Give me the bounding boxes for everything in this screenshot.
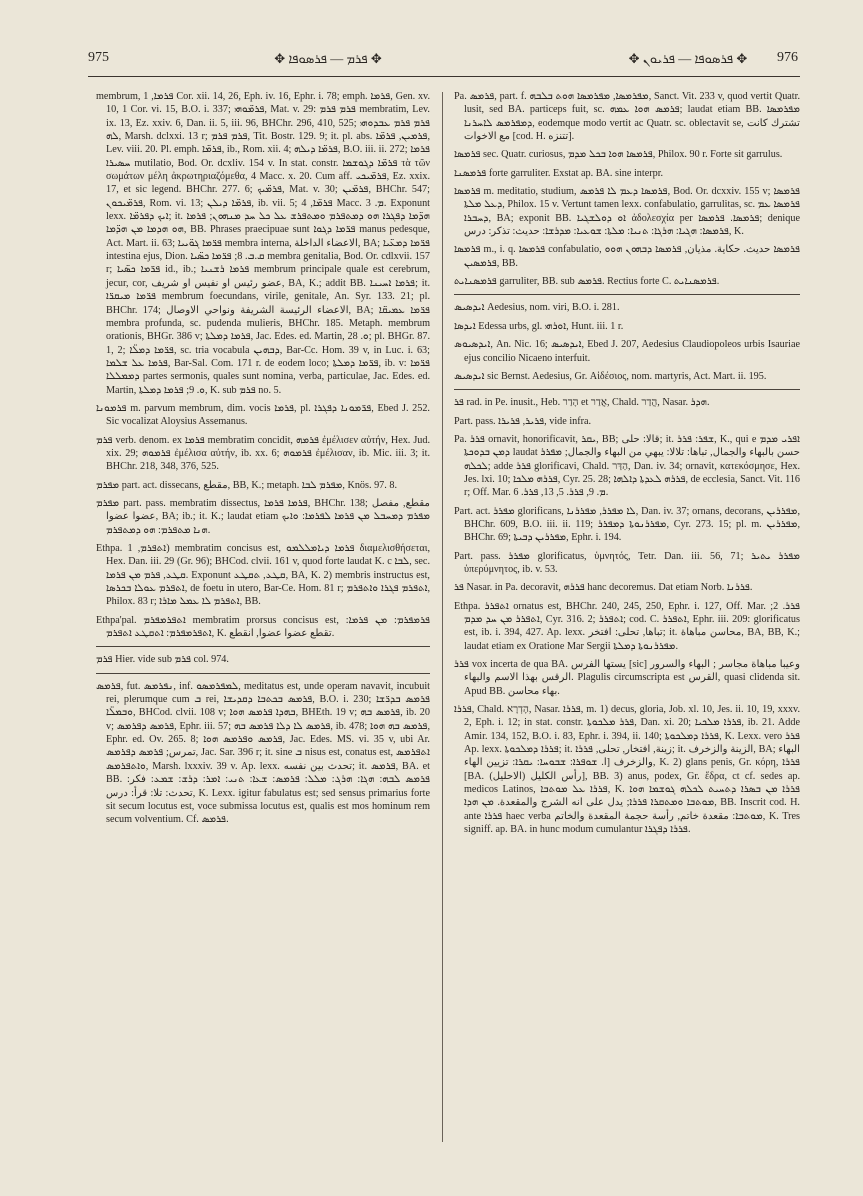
- entry-paragraph: Ethpa. ܐܬܦܪܪ ornatus est, BHChr. 240, 245, 250, Ephr. i. 127, Off. Mar. ܦܪܪ. 2; ܐܬܦܪܪ ܡܢ ܚܕ ܡܕܡ, Cyr. 316. 2; ܐܬܦܪܪ; cod. C. ܐܬܦܪܪ, Ephr. iii. 209: glorificatus est, ib. i. 394, 427. Ap. lexx. تباها, تحلى: افتخر; it. محاسن مباهاة, BA, BB, K.; laudat etiam ex Oratione Mar Sergii ܡܦܪܪܢܘܬܐ ܕܡܠܬܐ.: [454, 600, 800, 652]
- column-divider: [442, 92, 443, 1142]
- entry-paragraph: ܦܪܡܣܢܐܝܬ garruliter, BB. sub ܦܪܡܣ. Rectius forte C. ܦܪܡܣܢܐܝܬ.: [454, 276, 720, 288]
- entry-paragraph: ܦܪܡܣܢܐ forte garruliter. Exstat ap. BA. sine interpr.: [454, 167, 664, 179]
- entry-paragraph: ܦܪܡ verb. denom. ex ܦܪܡܐ membratim concidit, ܦܪܡܗ ἐμέλισεν αὐτήν, Hex. Jud. xix. 29; ܦܪܡܘܗ ἐμέλισα αὐτήν, ib. xx. 6; ܦܪܡܘܗ ἐμέλισαν, ib. Mic. iii. 3; it. BHChr. 218, 348, 376, 525.: [96, 434, 430, 473]
- entry-paragraph: ܦܪܡܣ, fut. ܢܦܪܡܣ, inf. ܠܡܦܪܡܣܘ, meditatus est, unde operam navavit, incubuit rei, plerumque cum ܒ rei, ܦܪܡܣ ܒܟܬܒܐ ܕܩܕܝܫܐ, B.O. i. 230; ܦܪܡܣ ܒܕܪ̈ܫܐ ܘܒܡܠ̈ܐ, BHCod. clvii. 108 v; ܒܗܕܐ ܦܪܡܣ ܗܘܐ, BHEth. 19 v; ܦܪܡܣ ܒܗ, ib. 20 v; ܦܪܡܣ ܕܦܪܡܣ, Ephr. iii. 57; ܦܪܡܣ ܠܐ ܕܠܐ ܦܪܡܣ ܒܗ, ib. 478; ܦܪܡܣ ܒܗ ܗܘܐ, Ephr. ed. Ov. 265. 8; ܦܪܡܣ ܘܦܪܡܣ ܗܘܐ, Jac. Edes. MS. vi. 35 v, ubi Ar. تمرس; ܦܪܡܣ ܕܦܪܡܣ, Jac. Sar. 396 r; it. sine ܒ nisus est, conatus est, ܐܬܦܪܡܣ ܘܐܬܦܪܡܣ, Marsh. lxxxiv. 39 v. Ap. lexx. تحدث بين نفسه; it. ܦܪܡܣ, BA. et BB. ܦܪܡܣ ܠܒܗ: ܗܓܐ: ܗܪܓ: ܡܠܠ: ܦܪܡܣ: ܫܥܐ: ܬܢܝ: ܐܡܪ: ܕܪܫ: ܫܡܥ: فكر: تحدث: تلا: قرأ: درس, K. Lexx. igitur fabulatus est; sed sensus primarius forte sit secum locutus est, voce submissa locutus est, qualis est mos hominum rem secum volventium. Cf. ܦܪܡܣ.: [96, 680, 430, 826]
- entry-paragraph: ܦܪܡܣܐ m., i. q. ܦܪܡܣܐ confabulatio, ܦܪܡܣܐ حديث. حكاية. مذيان, ܦܪܡܣܐ ܕܒܗܘܢ ܗܘܘ ܦܪܡܣܝܢ, BB.: [454, 244, 800, 269]
- left-running-title: ✥ ܦܪܡ — ܦܪܣܘܦܐ ✥: [274, 51, 382, 66]
- entry-paragraph: ܐܝܕܣܝܣ Aedesius, nom. viri, B.O. i. 281.: [454, 302, 620, 314]
- page-header: [88, 44, 798, 70]
- right-running-title: ✥ ܦܪܣܘܦܐ — ܦܪܝܘܢ ✥: [628, 51, 748, 66]
- entry-paragraph: ܡܦܪܡ part. pass. membratim dissectus, ܦܪܡܐ ܦܪܡܐ, BHChr. 138; مقطع, مفصل عضوا عضوا, BA; ib.; it. K.; laudat etiam ܡܦܪܡ ܕܡܚܒܠ ܡܢ ܦܪܡܐ ܠܦܪܡܐ: ܘܐܝܟ ܗܢܐ ܡܬܦܪܡ: ܗܘ ܕܡܬܦܪܡ.: [96, 497, 430, 536]
- entry-paragraph: ܦܪܡܘܢܐ m. parvum membrum, dim. vocis ܦܪܡܐ, pl. ܦܪ̈ܡܘܢܐ ܕܦܓܪܐ, Ebed J. 252. Sic vocalizat Aloysius Assemanus.: [96, 402, 430, 428]
- entry-paragraph: Pa. ܦܪܡܣ, part. f. ܡܦܪܡܣܐ, ܡܦܪܡܣܐ ܗܘܬ ܒܠܒܗ, Sanct. Vit. 233 v, quod vertit Quatr. lusit, sed BA. particeps fuit, sc. ܦܪܡܣ ܗܘܐ ܥܡܗ; laudat etiam BB. ܡܦܪܡܣܐ ܕܡܦܪܡܣ ܠܐܚܪܢܐ, eodemque modo vertit ac Quatr. sc. oblectavit se, تشترك كانت مع الاخوات [cod. H. تتنزه].: [454, 91, 800, 143]
- entry-paragraph: ܐܝܕܣܝܘܣ, An. Nic. 16; ܐܝܕܣܝܣ, Ebed J. 207, Aedesius Claudiopoleos urbis Isauriae ejus concilio Nicaeno interfuit.: [454, 339, 800, 364]
- entry-separator: [454, 389, 800, 390]
- entry-paragraph: membrum, ܦܪܡܐ, 1 Cor. xii. 14, 26, Eph. iv. 16, Ephr. i. 78; emph. ܦܪܡܐ, Gen. xv. 10, 1 Cor. vi. 15, B.O. i. 337; ܦܪܡ̈ܘܗܝ, Mat. v. 29: ܦܪܡ ܦܪܡ membratim, Lev. ix. 13, Ez. xxiv. 6, Dan. ii. 5, iii. 96, BHChr. 296, 410, 525; ܦܪܡ ܦܪܡ ܥܒܕܘܗܝ ܠܗ, Marsh. dclxxi. 13 r; ܦܪܡ ܦܪܡ, Tit. Bostr. 129. 9; it. pl. abs. ܦܪܡܝܢ, ܦܪܡ̈ܐ, Lev. viii. 20. Pl. emph. ܦܪܡ̈ܐ, ib., Rom. xii. 4; ܦܪܡ̈ܐ ܕܝܠܗ, B.O. iii. ii. 272; ܦܪܡܐ ܚܣܝܪܐ mutilatio, Bod. Or. dcxliv. 154 v. In stat. constr. ܦܪܡ̈ܐ ܕܓܘܫܡܐ τὰ τῶν σωμάτων μέλη ἀκρωτηριαζόμεθα, 4 Macc. x. 20. Cum aff. ܦܪܡ̈ܝܟܝ, Ez. xxix. 17, et sic legend. BHChr. 277. 6; ܦܪܡ̈ܝܟ, Mat. v. 30; ܦܪܡ̈ܝܢ, BHChr. 547; ܦܪܡ̈ܝܟܘܢ, Rom. vi. 13; ܦܪܡ̈ܐ ܕܝܠܢ, ib. vii. 5; ܦܪܡ̈ܐ, 4 Macc. ܡ. 3. Exponunt lexx. ܐܝܟ ܕܦܪܡ̈ܐ; it. ܗܕ̈ܡܐ ܕܦܓܪܐ ܗܘ ܕܡܬܦܪܡ ܘܡܬܦܪܫ ܥܠ ܟܠ ܚܕ ܡܢܗܘܢ; ܦܪܡܐ ܗܘ ܗܕܡܐ ܡܢ ܗܕ̈ܡܐ, BB. Phrases praecipuae sunt ܦܪ̈ܡܐ ܕܓܘܐ manus pedesque, Act. Mart. ii. 63; ܦܪ̈ܡܐ ܓܘ̈ܝܝܐ membra interna, الاعضاء الداخلة, BA; ܦܪ̈ܡܐ ܕܡܥ̈ܝܐ intestina ejus, Dion. ܩ.ܒ. 8; ܦܪ̈ܡܐ ܟܣ̈ܝܐ membra genitalia, Bod. Or. cdlxvii. 157 r; ܦܪ̈ܡܐ ܟܣ̈ܝܐ id., ib.; ܦܪܡܐ ܪܫܢܝܐ membrum principale quale est cerebrum, jecur, cor, عضو رئيس او نفيس او شريف, BA, K.; addit BB. ܦܪܡܐ ܐܚܝܢܐ; it. ܦܪ̈ܡܐ ܡܝܩܪ̈ܐ membrum foecundans, virile, genitale, An. Syr. 133. 21; pl. BHChr. 174; الاعضاء الرئيسة الشريفة ونواحي الاوصال, BA; ܦܪ̈ܡܐ ܥܡܝܩ̈ܐ membra profunda, sc. pudenda mulieris, BHChr. 185. Metaph. membrum orationis, BHGr. 386 v; ܦܪܡܐ ܕܡܠܬܐ, Jac. Edes. ed. Martin, ܘ. 28; pl. BHGr. 87. 1, 2; ܦܪ̈ܡܐ ܕܡܠ̈ܐ, sc. tria vocabula ܕܒܗܝܢ, Bar-Cc. Hom. 39 v, in Luc. i. 63; ܦܪܡܐ ܥܠ ܫܠܡܐ, Bar-Sal. Com. 171 r. de eodem loco; ܦܪ̈ܡܐ ܕܡܠܬܐ, ib. v: ܦܪ̈ܡܐ ܕܡܡܠܠܐ partes sermonis, quales sunt nomina, verba, particulae, Jac. Edes. ed. Martin, ܘ. 9; ܦܪܡܐ ܕܡܠܬܐ, K. sub ܦܪܡ no. 5.: [96, 91, 430, 396]
- header-rule: [88, 76, 800, 77]
- entry-paragraph: ܦܪ Nasar. in Pa. decoravit, ܦܪܪܗ hanc decoremus. Dat etiam Norb. ܦܪܪܢܐ.: [454, 582, 753, 594]
- right-page-number: 976: [777, 50, 798, 65]
- entry-paragraph: ܦܪܡ Hier. vide sub ܦܪܡ col. 974.: [96, 654, 229, 666]
- entry-paragraph: Part. pass. ܡܦܪܪ glorificatus, ὑμνητός, Tetr. Dan. iii. 56, 71; ܡܦܪܪ ܝܬܝܪ ὑπερύμνητος, ib. v. 53.: [454, 550, 800, 575]
- entry-paragraph: ܦܪܡܣܐ sec. Quatr. curiosus, ܦܪܡܣܐ ܗܘܐ ܒܟܠ ܡܕܡ, Philox. 90 r. Forte sit garrulus.: [454, 149, 783, 161]
- entry-paragraph: Part. act. ܡܦܪܪ glorificans, ܠܐ ܡܦܪܪ, ܡܦܪܪܢܐ, Dan. iv. 37; ornans, decorans, ܡܦܪܪܝܢ, BHChr. 609, B.O. iii. ii. 119; ܡܦܪܪܢܘܬܐ ܕܡܦܪܪ, Cyr. 273. 15; pl. m. ܡܦܪܪܝܢ, BHChr. 69; ܡܦܪܪܝܢ ܕܒܝܬܐ, Ephr. i. 194.: [454, 505, 800, 544]
- left-page-number: 975: [88, 50, 109, 65]
- entry-paragraph: ܦܪܪ vox incerta de qua BA. يستها الفرس [sic] وعيبا مباهاة مجاسر ; البهاء والسرور الرقس بهذا الاسم والبهاء. Plagulis circumscripta est القرس, quasi clidenda sit. Apud BB. بهاء محاسن.: [454, 659, 800, 697]
- entry-paragraph: ܡܦܪܡ part. act. dissecans, مقطع, BB, K.; metaph. ܡܦܪܡ ܠܒܐ, Knös. 97. 8.: [96, 479, 398, 491]
- entry-paragraph: ܐܝܕܣܐ Edessa urbs, gl. ܐܘܪܗܝ, Hunt. iii. 1 r.: [454, 320, 624, 332]
- entry-paragraph: Part. pass. ܦܪܝܪ, ܦܪܝܪܐ, vide infra.: [454, 415, 592, 427]
- entry-separator: [96, 646, 430, 647]
- entry-separator: [454, 294, 800, 295]
- entry-paragraph: ܐܝܕܣܝܣ sic Bernst. Aedesius, Gr. Αἰδέσιος, nom. martyris, Act. Mart. ii. 195.: [454, 370, 767, 382]
- entry-separator: [96, 673, 430, 674]
- entry-paragraph: Ethpa. ܐܬܦܪܡ, 1) membratim concisus est, ܦܪܡܐ ܕܝܐܡܠܠܡܘ διαμελισθήσεται, Hex. Dan. iii. 29 (Gr. 96); BHCod. clvii. 161 v, quod forte laudat K. c ܠܒܐ, sec. ܩܛܥ, ܦܪܡ ܡܢ ܦܪܡܐ. Exponunt ܩܛܥ, ܬܩܛܥ, BA, K. 2) membris instructus est, ܐܬܦܪܡ ܥܘܠܐ ܒܟܪܣܐ, de foetu in utero, Bar-Ce. Hom. 81 r; ܐܬܦܪܡ ܦܓܪܐ ܘܐܬܦܪܡ, Philox. 83 r; ܐܬܦܪܡ ܠܐ ܥܡܠ ܡܐܪܐ, BB.: [96, 543, 430, 608]
- entry-paragraph: Pa. ܦܪܪ ornavit, honorificavit, ܝܩܪ, BB; قالا: حلى; it. ܫܦܪ: ܦܪܪ, K., qui e ܐܦܪܝ ܡܕܡ ܕܡܢ ܒܕܘܟܬܐ laudat حسن بالبهاء والجمال, تباها: تلالا: يبهي من البهاء والجمال; ܡܦܪܪ ܠܟܠܗ; adde ܦܪܪ glorificavi, Chald. הַדַּר, Dan. iv. 34; ornavit, κατεκόσμησε, Hex. Jes. lxi. 10; ܦܪܪܗ ܡܠܟܐ, Cyr. 25. 28; ܦܪܪܗ ܠܥܕܬܐ ܕܐܠܗܐ, de ecclesia, Sanct. Vit. 116 r; Off. Mar. ܡ. 9, ܦܪܪ. 5, 13, ܦܪܪ. 6.: [454, 433, 800, 499]
- entry-paragraph: ܦܪܪܐ, Chald. הָדְרָא, Nasar. ܦܪܪܐ, m. 1) decus, gloria, Job. xl. 10, Jes. ii. 10, 19, xxxv. 2, Eph. i. 12; in stat. constr. ܦܪܪ ܡܠܟܘܬܐ, Dan. xi. 20; ܦܪܪܐ ܡܠܟܝܐ, ib. 21. Adde Amir. 134, 152, B.O. i. 83, Ephr. i. 394, ii. 140; ܦܪܪܐ ܕܡܠܟܘܬܐ, K. Lexx. vero ܦܪܪ Ap. lexx. ܦܪܪܐ ܕܡܠܟܘܬܐ; it. زينة, افتخار, تحلى, ܦܪܪܐ; it. الزينة والزخرف, BA; البهاء والزخرف [ا. ܫܘܦܪܐ: ܫܒܘܚܐ: ܝܩܪܐ: تزيين الهاء, K. 2) glans penis, Gr. κόρη, ܦܪܪܐ [BA. رأس الكليل (الاحليل)], BB. 3) anus, podex, Gr. ἕδρα, ct cf. sedes ap. medicos Latinos, ܦܪܪܐ ܥܠ ܡܘܬܒܐ, K. ܦܪܪܐ ܡܢ ܒܣܪܐ ܕܬܚܝܬ ܠܟܠܗ ܓܘܫܡܐ ܗܘܐ ܡܘܬܒܐ ܘܡܬܩܪܐ ܦܪܪܐ; يدل على انه الشرج والمقعدة. ܡܢ ܗܕܐ, BB. Inscrit cod. H. ante ܦܪܪܐ haec verba ܡܘܬܒܐ: مقعدة خاتم, رأسة حجمة المقعدة والخاتم, K. Tres signiff. ap. BA. in hunc modum cumulantur ܦܪܪܐ ܕܦܓܪܐ.: [454, 704, 800, 836]
- entry-paragraph: ܦܪ rad. in Pe. inusit., Heb. הָדַר et אֲדַר, Chald. הֲדַר, Nasar. ܗܕܪ.: [454, 397, 710, 409]
- right-column: [454, 90, 800, 1148]
- entry-paragraph: Ethpa'pal. ܐܬܦܪܡܦܪܡ membratim prorsus concisus est, ܦܪܡܦܪܡ: ܡܢ ܦܪܡܐ: ܐܬܦܪܡܦܪܡ: ܐܬܩܛܥ ܐܬܦܪܡ, K. تقطع عضوا عضوا, انقطع.: [96, 614, 430, 640]
- entry-paragraph: ܦܪܡܣܐ m. meditatio, studium, ܦܪܡܣܐ ܕܥܡ ܠܐ ܦܪܡܣ, Bod. Or. dcxxiv. 155 v; ܦܪܡܣܐ ܕܥܠ ܡܠܬܐ, Philox. 15 v. Vertunt tamen lexx. confabulatio, garrulitas, sc. ܦܪܡܣܐ ܥܡ ܕܚܒܪܐ, BA; exponit BB. ܐܘ ܕܘܠܫܓܝܐ ἀδολεσχία per ܦܪܡܣܐ. ܦܪܡܣܐ; denique ܦܪܡܣܐ: ܗܓܝܐ: ܗܪܓܐ: ܬܢܝܐ: ܡܠܬܐ: ܫܘܥܝܐ: ܡܕܪܫܐ: حديث: تذكر: درس, K.: [454, 186, 800, 238]
- left-column: [96, 90, 430, 1148]
